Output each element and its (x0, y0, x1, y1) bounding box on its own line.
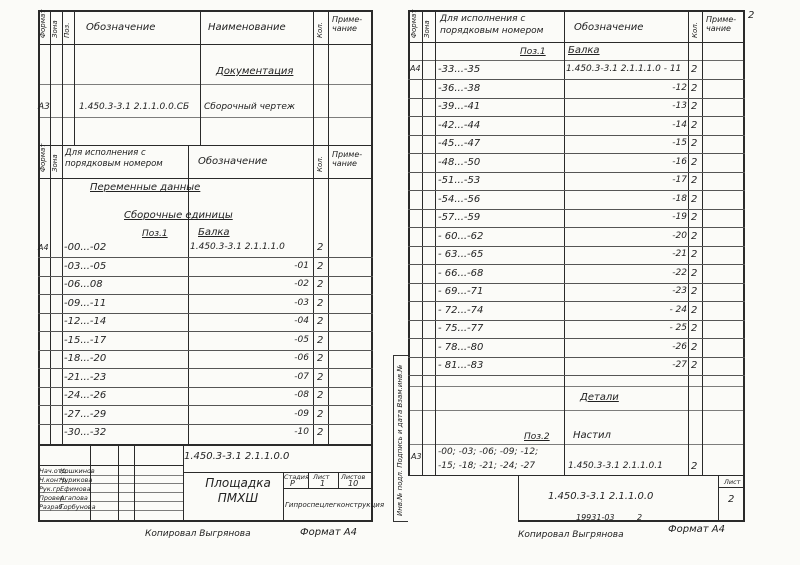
person-name: Кошкинов (60, 467, 95, 475)
header-designation: Обозначение (86, 22, 156, 33)
row-qty: 2 (317, 390, 324, 401)
detail-format: А3 (411, 452, 422, 461)
table-row (408, 209, 745, 228)
table-row (408, 135, 745, 154)
row-range: -39...-41 (438, 101, 481, 112)
side-stamp (393, 355, 408, 522)
row-qty: 2 (691, 304, 698, 316)
row-qty: 2 (691, 341, 698, 353)
row-designation: -02 (294, 279, 309, 289)
row-range: -27...-29 (64, 408, 107, 420)
sheets-label: Листов (341, 473, 366, 481)
right-header-format: Формат (410, 9, 418, 38)
row-designation: -10 (294, 427, 309, 437)
row-range: -21...-23 (64, 371, 107, 383)
header2-qty: Кол. (316, 156, 324, 172)
row-designation: - 24 (669, 304, 687, 315)
row-qty: 2 (691, 323, 698, 334)
row-range: -15...-17 (64, 334, 107, 346)
sheets-value: 10 (348, 479, 359, 488)
footer-copied-left: Копировал Выгрянова (145, 529, 251, 539)
row-qty: 2 (317, 408, 324, 420)
pos1-label-right: Поз.1 (520, 47, 546, 57)
row-range: -48...-50 (438, 156, 481, 168)
row-qty: 2 (691, 212, 698, 223)
row-qty: 2 (691, 286, 698, 297)
section-assembly-units: Сборочные единицы (124, 210, 233, 221)
row-qty: 2 (691, 193, 698, 205)
person-role: Н.контр. (39, 476, 69, 484)
right-header-zone: Зона (423, 20, 431, 38)
sheet-label-right: Лист (724, 478, 741, 486)
row-range: -42...-44 (438, 119, 481, 131)
footer-format-right: Формат А4 (668, 524, 725, 535)
row-designation: -06 (294, 353, 309, 363)
header-qty: Кол. (316, 22, 324, 38)
row-designation: 1.450.3-3.1 2.1.1.1.0 (190, 242, 285, 252)
table-row (38, 387, 373, 406)
footer-format-left: Формат А4 (300, 527, 357, 538)
row-range: - 72...-74 (438, 304, 484, 316)
row-designation: - 25 (669, 323, 687, 333)
sheet-value: 1 (320, 479, 326, 488)
row-range: -24...-26 (64, 390, 107, 401)
table-row (408, 61, 745, 80)
row-range: - 78...-80 (438, 341, 484, 353)
person-name: Ефимова (60, 485, 91, 493)
row-range: -36...-38 (438, 82, 481, 94)
doc-row-name: Сборочный чертеж (204, 102, 296, 112)
row-range: -12...-14 (64, 316, 107, 327)
table-row (408, 283, 745, 302)
row-designation: -12 (672, 82, 687, 93)
table-row (38, 239, 373, 258)
header-note: Приме-чание (332, 15, 363, 33)
person-role: Рук.гр. (39, 485, 63, 493)
right-sheet (408, 9, 755, 522)
row-designation: -09 (294, 408, 309, 419)
sheet-label-left: Лист (313, 473, 330, 481)
row-designation: -17 (672, 175, 687, 185)
detail-qty: 2 (691, 461, 698, 472)
header2-format: Формат (39, 143, 47, 172)
row-qty: 2 (691, 138, 698, 149)
header-name: Наименование (208, 22, 286, 33)
person-role: Нач.отд. (39, 467, 69, 475)
section-variable-data: Переменные данные (90, 182, 201, 193)
header-zone-left: Зона (51, 20, 59, 38)
row-range: -54...-56 (438, 193, 481, 205)
row-range: -03...-05 (64, 260, 107, 272)
row-qty: 2 (317, 371, 324, 383)
corner-mark: 2 (748, 10, 755, 21)
left-sheet (38, 9, 385, 522)
pos2-name: Настил (573, 430, 611, 441)
row-designation: -01 (294, 260, 309, 271)
title-code-right: 1.450.3-3.1 2.1.1.0.0 (548, 491, 654, 502)
row-designation: -08 (294, 390, 309, 400)
footer-copied-right: Копировал Выгрянова (518, 530, 624, 540)
table-row (408, 320, 745, 339)
doc-row-designation: 1.450.3-3.1 2.1.1.0.0.СБ (79, 102, 190, 112)
row-designation: -19 (672, 212, 687, 222)
row-qty: 2 (317, 427, 324, 438)
title-code-left: 1.450.3-3.1 2.1.1.0.0 (184, 451, 290, 462)
row-designation: -22 (672, 267, 687, 278)
row-qty: 2 (691, 82, 698, 94)
row-range: - 75...-77 (438, 323, 484, 334)
row-designation: -18 (672, 193, 687, 204)
row-range: -30...-32 (64, 427, 107, 438)
row-qty: 2 (317, 353, 324, 364)
header2-variant: Для исполнения с порядковым номером (65, 148, 163, 169)
right-header-qty: Кол. (691, 22, 699, 38)
doc-row-format: А3 (38, 102, 50, 112)
row-range: -51...-53 (438, 175, 481, 186)
person-role: Разраб. (39, 503, 65, 511)
pos1-name-left: Балка (198, 227, 230, 238)
table-row (38, 332, 373, 351)
sheet-number: 2 (728, 494, 735, 505)
row-designation: -20 (672, 230, 687, 241)
table-row (408, 117, 745, 136)
detail-range-line2: -15; -18; -21; -24; -27 (438, 461, 536, 471)
table-row (408, 172, 745, 191)
right-header-designation: Обозначение (574, 22, 644, 33)
row-designation: -23 (672, 286, 687, 296)
row-qty: 2 (691, 119, 698, 131)
section-documentation: Документация (216, 66, 294, 77)
row-qty: 2 (317, 334, 324, 346)
header-pos-left: Поз. (63, 22, 71, 38)
row-range: -06...08 (64, 279, 103, 290)
table-row (408, 302, 745, 321)
row-designation: -14 (672, 119, 687, 130)
row-range: -33...-35 (438, 64, 481, 75)
right-header-variant: Для исполнения с порядковым номером (440, 14, 544, 36)
table-row (408, 154, 745, 173)
row-designation: 1.450.3-3.1 2.1.1.1.0 - 11 (566, 64, 682, 74)
header2-designation: Обозначение (198, 156, 268, 167)
organization: Гипроспецлегконструкция (285, 501, 385, 509)
row-qty: 2 (691, 64, 698, 75)
row-qty: 2 (317, 260, 324, 272)
table-row (38, 424, 373, 442)
row-qty: 2 (691, 175, 698, 186)
person-role: Провер. (39, 494, 67, 502)
row-range: -09...-11 (64, 297, 107, 309)
row-format: А4 (410, 64, 421, 73)
row-qty: 2 (691, 101, 698, 112)
row-designation: -27 (672, 360, 687, 370)
row-qty: 2 (691, 156, 698, 168)
row-designation: -16 (672, 156, 687, 167)
row-range: - 69...-71 (438, 286, 484, 297)
table-row (38, 258, 373, 277)
row-qty: 2 (691, 230, 698, 242)
section-details: Детали (580, 392, 619, 403)
table-row (408, 339, 745, 358)
left-rows (38, 239, 373, 443)
table-row (408, 357, 745, 376)
stage-value: Р (290, 479, 295, 488)
right-header-note: Приме-чание (706, 15, 737, 33)
detail-designation: 1.450.3-3.1 2.1.1.0.1 (568, 461, 663, 471)
table-row (38, 350, 373, 369)
title-name: Площадка ПМХШ (205, 476, 271, 505)
row-qty: 2 (317, 316, 324, 327)
row-format: А4 (38, 243, 49, 252)
row-range: - 60...-62 (438, 230, 484, 242)
row-designation: -15 (672, 138, 687, 148)
table-row (408, 98, 745, 117)
table-row (38, 369, 373, 388)
pos1-label-left: Поз.1 (142, 229, 168, 239)
row-qty: 2 (691, 360, 698, 371)
table-row (408, 191, 745, 210)
side-stamp-text: Инв.№ подл. Подпись и дата Взам.инв.№ (396, 364, 404, 516)
table-row (38, 313, 373, 332)
row-range: -00...-02 (64, 242, 107, 253)
archive-page: 2 (637, 513, 643, 522)
header2-zone: Зона (51, 154, 59, 172)
detail-range-line1: -00; -03; -06; -09; -12; (438, 447, 539, 457)
row-designation: -13 (672, 101, 687, 111)
table-row (38, 295, 373, 314)
row-range: - 63...-65 (438, 249, 484, 260)
table-row (408, 265, 745, 284)
table-row (408, 80, 745, 99)
right-rows (408, 61, 745, 375)
stage-label: Стадия (284, 473, 309, 481)
row-qty: 2 (317, 242, 324, 253)
row-range: -18...-20 (64, 353, 107, 364)
table-row (408, 228, 745, 247)
person-name: Агапова (60, 494, 88, 502)
row-designation: -03 (294, 297, 309, 308)
row-qty: 2 (691, 267, 698, 279)
header2-note: Приме-чание (332, 150, 363, 168)
header-format-left: Формат (39, 9, 47, 38)
row-range: -57...-59 (438, 212, 481, 223)
pos2-label: Поз.2 (524, 432, 550, 442)
row-qty: 2 (317, 279, 324, 290)
row-qty: 2 (317, 297, 324, 309)
person-name: Горбунова (60, 503, 96, 511)
row-range: - 66...-68 (438, 267, 484, 279)
row-range: - 81...-83 (438, 360, 484, 371)
row-designation: -04 (294, 316, 309, 326)
row-qty: 2 (691, 249, 698, 260)
person-name: Чурикова (60, 476, 93, 484)
row-designation: -21 (672, 249, 687, 259)
table-row (408, 246, 745, 265)
archive-number: 19931-03 (576, 513, 615, 522)
row-range: -45...-47 (438, 138, 481, 149)
row-designation: -07 (294, 371, 309, 382)
pos1-name-right: Балка (568, 45, 600, 56)
table-row (38, 406, 373, 425)
row-designation: -26 (672, 341, 687, 352)
table-row (38, 276, 373, 295)
row-designation: -05 (294, 334, 309, 345)
